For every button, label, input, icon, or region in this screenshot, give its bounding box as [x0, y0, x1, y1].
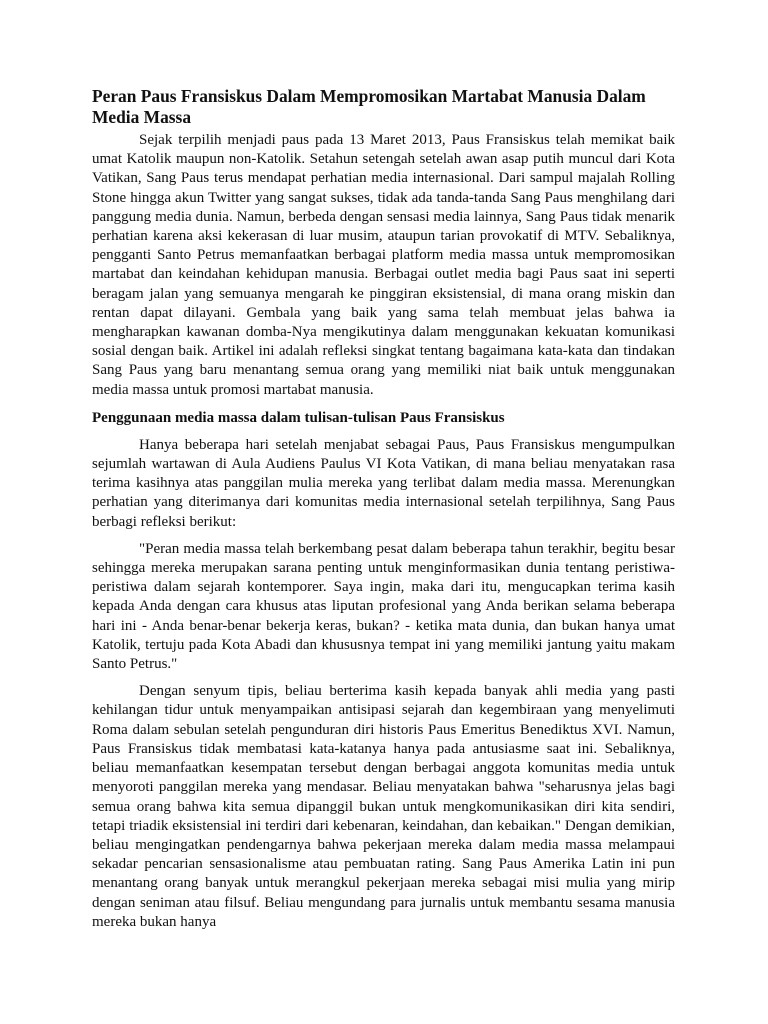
section-paragraph-1: Hanya beberapa hari setelah menjabat sebagai Paus, Paus Fransiskus mengumpulkan sejumlah wartawan di Aula Audiens Paulus VI Kota Vatikan, di mana beliau menyatakan rasa terima kasihnya atas panggilan mulia mereka yang terlibat dalam media massa. Merenungkan perhatian yang diterimanya dari komunitas media internasional setelah terpilihnya, Sang Paus berbagi refleksi berikut:: [92, 436, 675, 530]
document-page: [92, 86, 675, 932]
section-heading: Penggunaan media massa dalam tulisan-tulisan Paus Fransiskus: [92, 409, 505, 426]
document-title: Peran Paus Fransiskus Dalam Mempromosikan Martabat Manusia Dalam Media Massa: [92, 86, 646, 127]
intro-paragraph: Sejak terpilih menjadi paus pada 13 Maret 2013, Paus Fransiskus telah memikat baik umat Katolik maupun non-Katolik. Setahun setengah setelah awan asap putih muncul dari Kota Vatikan, Sang Paus terus mendapat perhatian media internasional. Dari sampul majalah Rolling Stone hingga akun Twitter yang sangat sukses, tidak ada tanda-tanda Sang Paus menghilang dari panggung media dunia. Namun, berbeda dengan sensasi media lainnya, Sang Paus tidak menarik perhatian karena aksi kekerasan di luar musim, ataupun tarian provokatif di MTV. Sebaliknya, pengganti Santo Petrus memanfaatkan berbagai platform media massa untuk mempromosikan martabat dan keindahan kehidupan manusia. Berbagai outlet media bagi Paus saat ini seperti beragam jalan yang semuanya mengarah ke pinggiran eksistensial, di mana orang miskin dan rentan dapat dilayani. Gembala yang baik yang sama telah membuat jelas bahwa ia mengharapkan kawanan domba-Nya mengikutinya dalam menggunakan kekuatan komunikasi sosial dengan baik. Artikel ini adalah refleksi singkat tentang bagaimana kata-kata dan tindakan Sang Paus yang baru menantang semua orang yang memiliki niat baik untuk menggunakan media massa untuk promosi martabat manusia.: [92, 132, 675, 398]
quote-paragraph: "Peran media massa telah berkembang pesat dalam beberapa tahun terakhir, begitu besar sehingga mereka merupakan sarana penting untuk menginformasikan dunia tentang peristiwa-peristiwa dalam sejarah kontemporer. Saya ingin, maka dari itu, mengucapkan terima kasih kepada Anda dengan cara khusus atas liputan profesional yang Anda berikan selama beberapa hari ini - Anda benar-benar bekerja keras, bukan? - ketika mata dunia, dan bukan hanya umat Katolik, tertuju pada Kota Abadi dan khususnya tempat ini yang memiliki jantung yaitu makam Santo Petrus.": [92, 540, 675, 673]
section-paragraph-2: Dengan senyum tipis, beliau berterima kasih kepada banyak ahli media yang pasti kehilangan tidur untuk menyampaikan antisipasi sejarah dan kegembiraan yang menyelimuti Roma dalam sebulan setelah pengunduran diri historis Paus Emeritus Benediktus XVI. Namun, Paus Fransiskus tidak membatasi kata-katanya hanya pada antusiasme saat ini. Sebaliknya, beliau memanfaatkan kesempatan tersebut dengan berbagai anggota komunitas media untuk menyoroti panggilan mereka yang mendasar. Beliau menyatakan bahwa "seharusnya jelas bagi semua orang bahwa kita semua dipanggil bukan untuk mengkomunikasikan diri kita sendiri, tetapi triadik eksistensial ini terdiri dari kebenaran, keindahan, dan kebaikan." Dengan demikian, beliau mengingatkan pendengarnya bahwa pekerjaan mereka dalam media massa melampaui sekadar pencarian sensasionalisme atau pembuatan rating. Sang Paus Amerika Latin ini pun menantang orang banyak untuk merangkul pekerjaan mereka sebagai misi mulia yang mirip dengan seniman atau filsuf. Beliau mengundang para jurnalis untuk membantu sesama manusia mereka bukan hanya: [92, 683, 675, 930]
